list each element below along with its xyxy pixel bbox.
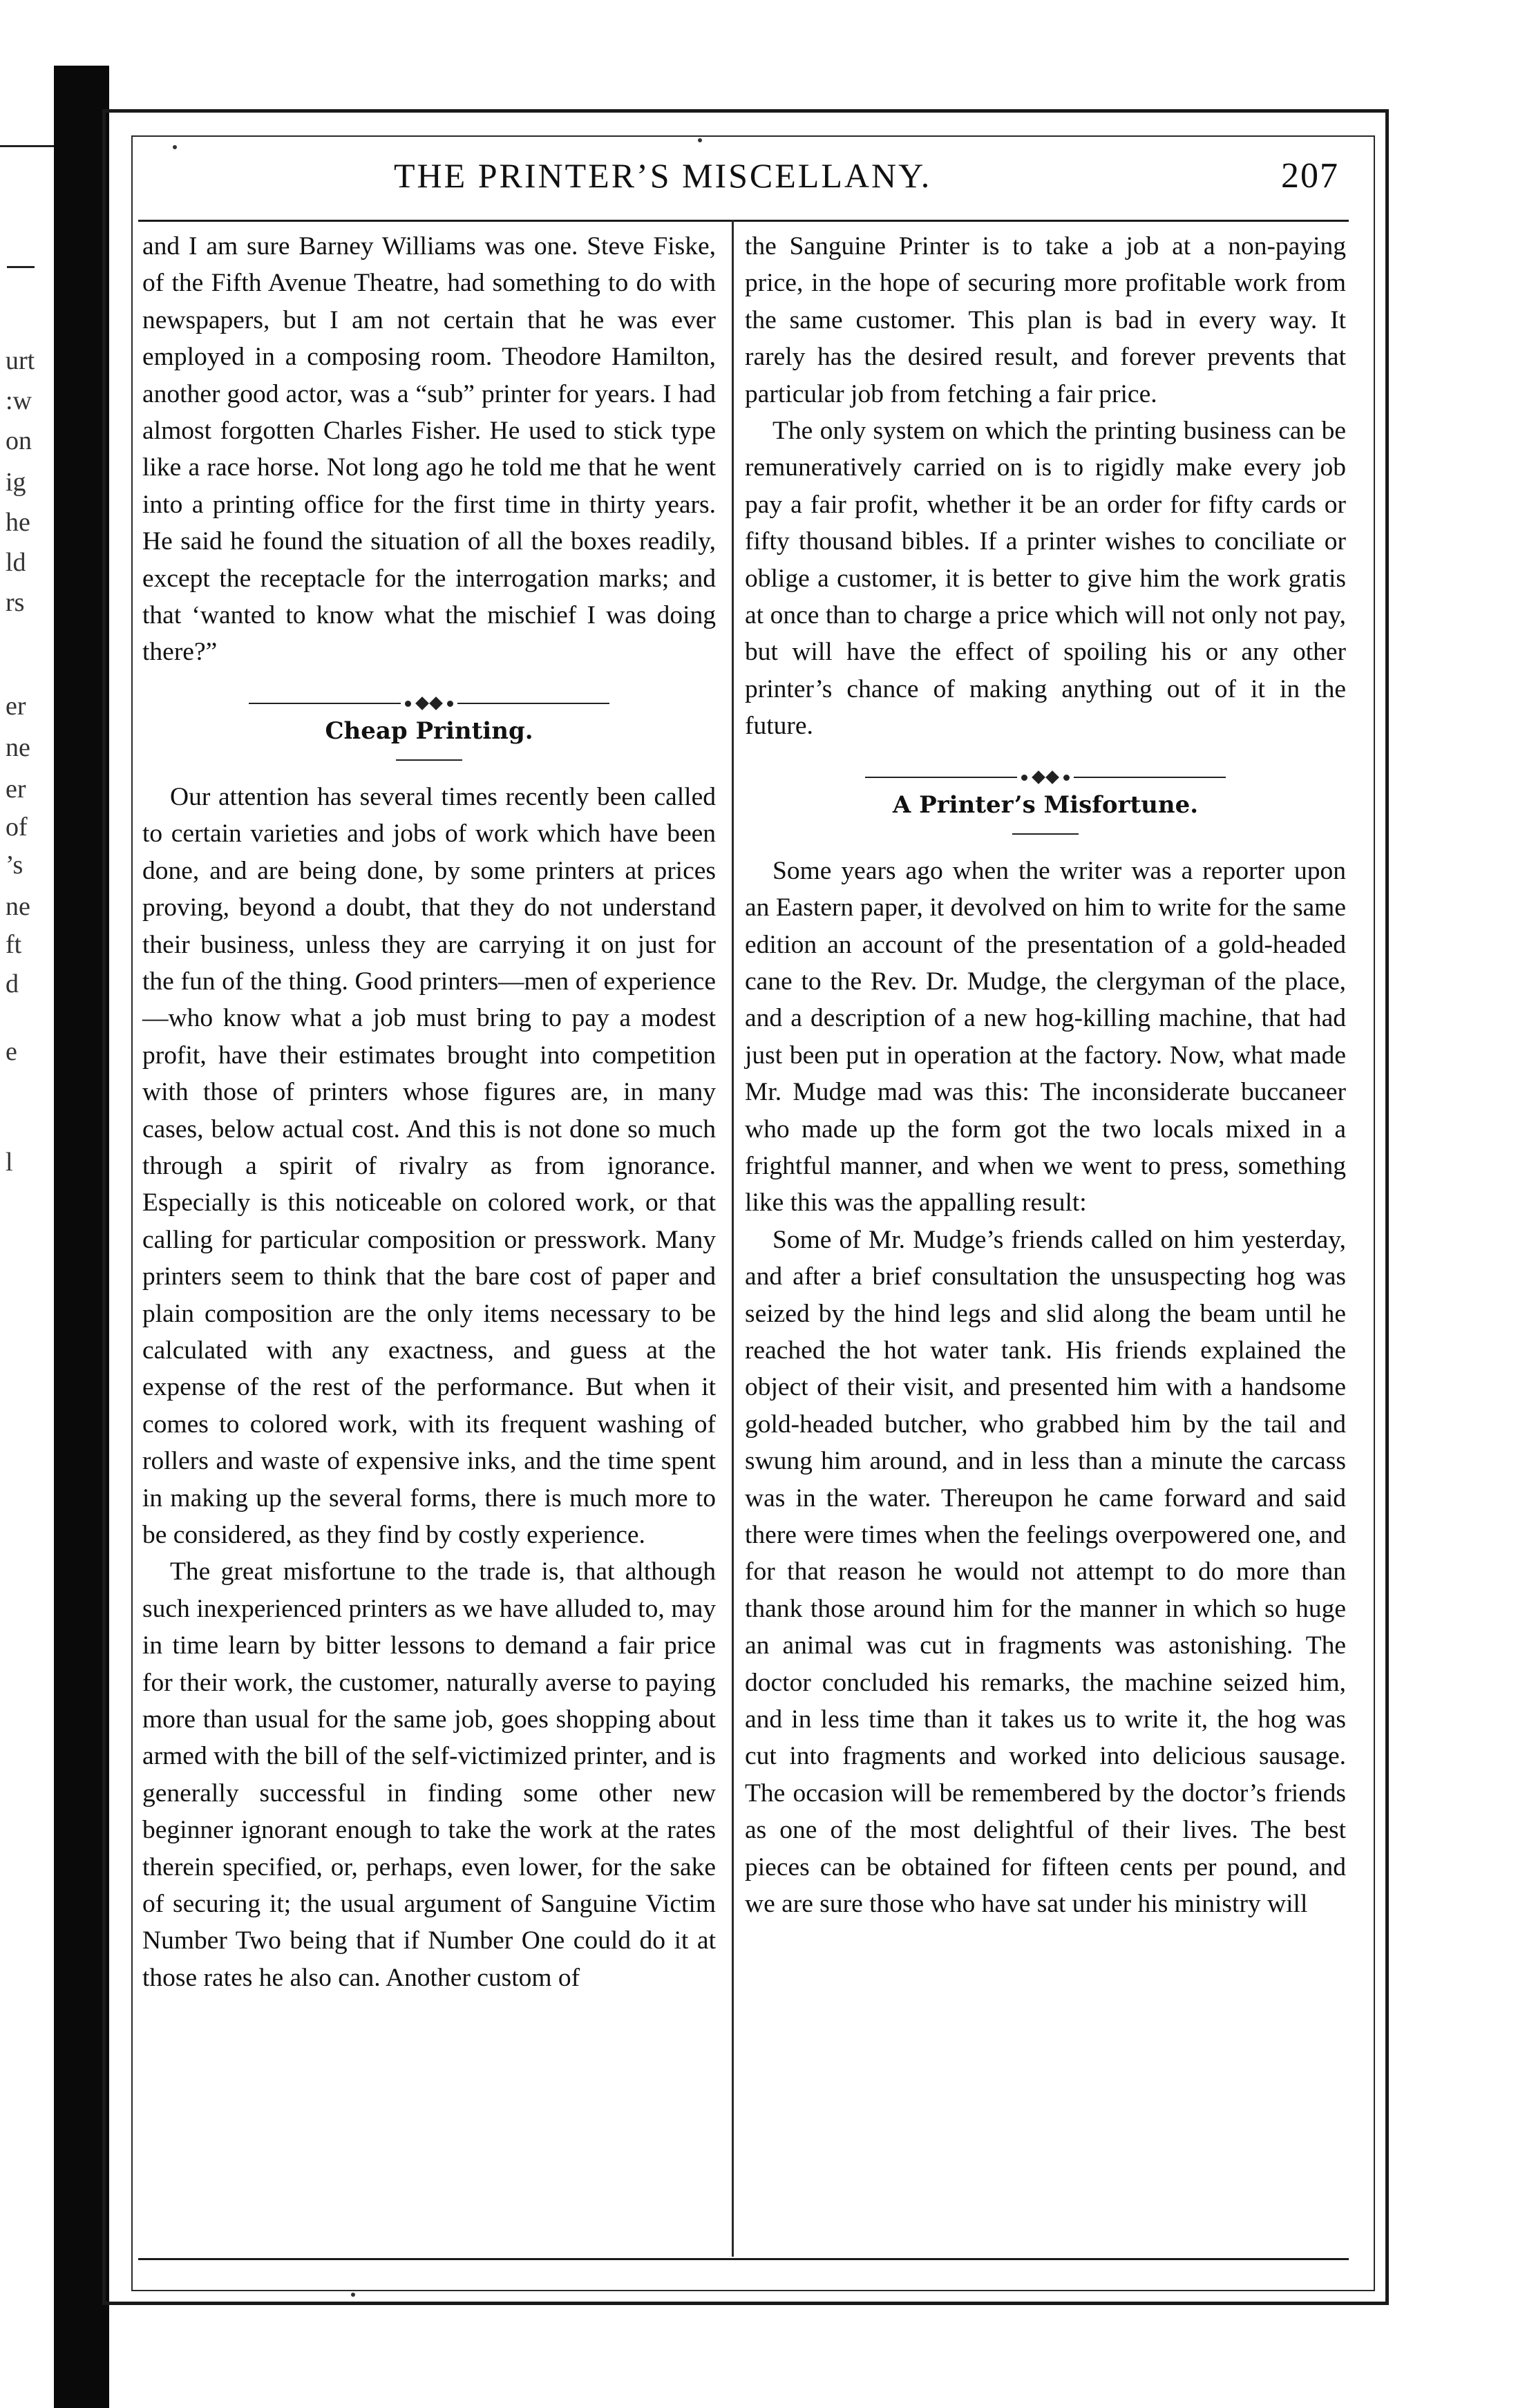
section-heading: A Printer’s Misfortune. (892, 790, 1199, 819)
page-number: 207 (1281, 156, 1339, 196)
paragraph: Some years ago when the writer was a reporter upon an Eastern paper, it devolved on him to write for the same edition an account of the presentation of a gold-headed cane to the Rev. Dr. Mudge, the clergyman of the place, and a description of a new hog-killing machine, that had just been put in operation at the factory. Now, what made Mr. Mudge mad was this: The inconsiderate buccaneer who made up the form got the two locals mixed in a frightful manner, and when we went to press, something like this was the appalling result: (745, 856, 1346, 1217)
bleed-fragment: on (6, 426, 32, 455)
bleed-fragment: er (6, 692, 26, 721)
page-header (138, 155, 1375, 211)
bleed-fragment: e (6, 1037, 17, 1066)
section-rule (1012, 833, 1079, 835)
right-column (745, 228, 1346, 1922)
column-divider (732, 220, 734, 2257)
bleed-fragment: ne (6, 892, 30, 921)
bleed-fragment: d (6, 969, 19, 998)
header-rule (138, 220, 1349, 222)
running-title: THE PRINTER’S MISCELLANY. (394, 156, 932, 195)
section-ornament (745, 757, 1346, 785)
bleed-fragment: rs (6, 588, 25, 617)
bleed-fragment: ’s (6, 851, 23, 880)
bleed-fragment: of (6, 813, 28, 842)
bleed-rule (7, 266, 35, 268)
section-heading: Cheap Printing. (325, 717, 533, 745)
print-speck (351, 2293, 355, 2297)
bleed-fragment: er (6, 775, 26, 804)
binding-spine (54, 66, 109, 2408)
bleed-fragment: he (6, 508, 30, 537)
print-speck (173, 145, 177, 149)
bleed-fragment: ig (6, 468, 26, 497)
paragraph: and I am sure Barney Williams was one. Steve Fiske, of the Fifth Avenue Theatre, had something to do with newspapers, but I am not certain that he was ever employed in a composing room. Theodore Hamilton, another good actor, was a “sub” printer for years. I had almost forgotten Charles Fisher. He used to stick type like a race horse. Not long ago he told me that he went into a printing office for the first time in thirty years. He said he found the situation of all the boxes readily, except the receptacle for the interrogation marks; and that ‘wanted to know what the mischief I was doing there?” (142, 232, 716, 667)
paragraph: the Sanguine Printer is to take a job at a non-paying price, in the hope of securing more profitable work from the same customer. This plan is bad in every way. It rarely has the desired result, and forever prevents that particular job from fetching a fair price. (745, 232, 1346, 408)
adjacent-page-bleed (0, 228, 54, 1403)
bleed-fragment: urt (6, 346, 35, 375)
left-column (142, 228, 716, 1996)
bleed-fragment: l (6, 1148, 13, 1177)
bleed-fragment: ne (6, 733, 30, 762)
paragraph: The only system on which the printing business can be remuneratively carried on is to rigidly make every job pay a fair profit, whether it be an order for fifty cards or fifty thousand bibles. If a printer wishes to conciliate or oblige a customer, it is better to give him the work gratis at once than to charge a price which will not only not pay, but will have the effect of spoiling his or any other printer’s chance of making anything out of it in the future. (745, 417, 1346, 741)
section-ornament (142, 683, 716, 711)
bleed-fragment: ft (6, 930, 22, 959)
bleed-fragment: :w (6, 386, 32, 415)
paragraph: The great misfortune to the trade is, that although such inexperienced printers as we have alluded to, may in time learn by bitter lessons to demand a fair price for their work, the customer, naturally averse to paying more than usual for the same job, goes shopping about armed with the bill of the self-victimized printer, and is generally successful in finding some other new beginner ignorant enough to take the work at the rates therein specified, or, perhaps, even lower, for the sake of securing it; the usual argument of Sanguine Victim Number Two being that if Number One could do it at those rates he also can. Another custom of (142, 1557, 716, 1992)
paragraph: Some of Mr. Mudge’s friends called on him yesterday, and after a brief consultation the unsuspecting hog was seized by the hind legs and slid along the beam until he reached the hot water tank. His friends explained the object of their visit, and presented him with a handsome gold-headed butcher, who grabbed him by the tail and swung him around, and in less than a minute the carcass was in the water. Thereupon he came forward and said there were times when the feelings overpowered one, and for that reason he would not attempt to do more than thank those around him for the manner in which so huge an animal was cut in fragments was astonishing. The doctor concluded his remarks, the machine seized him, and in less time than it takes us to write it, the hog was cut into fragments and worked into delicious sausage. The occasion will be remembered by the doctor’s friends as one of the most delightful of their lives. The best pieces can be obtained for fifteen cents per pound, and we are sure those who have sat under his ministry will (745, 1225, 1346, 1919)
bleed-rule (0, 145, 54, 147)
paragraph: Our attention has several times recently been called to certain varieties and jobs of work which have been done, and are being done, by some printers at prices proving, beyond a doubt, that they do not understand their business, unless they are carrying it on just for the fun of the thing. Good printers—men of experience—who know what a job must bring to pay a modest profit, have their estimates brought into competition with those of printers whose figures are, in many cases, below actual cost. And this is not done so much through a spirit of rivalry as from ignorance. Especially is this noticeable on colored work, or that calling for particular composition or presswork. Many printers seem to think that the bare cost of paper and plain composition are the only items necessary to be calculated with any exactness, and guess at the expense of the rest of the performance. But when it comes to colored work, with its frequent washing of rollers and waste of expensive inks, and the time spent in making up the several forms, there is much more to be considered, as they find by costly experience. (142, 782, 716, 1549)
print-speck (698, 138, 702, 142)
bottom-rule (138, 2258, 1349, 2260)
section-rule (396, 759, 462, 761)
bleed-fragment: ld (6, 548, 26, 577)
